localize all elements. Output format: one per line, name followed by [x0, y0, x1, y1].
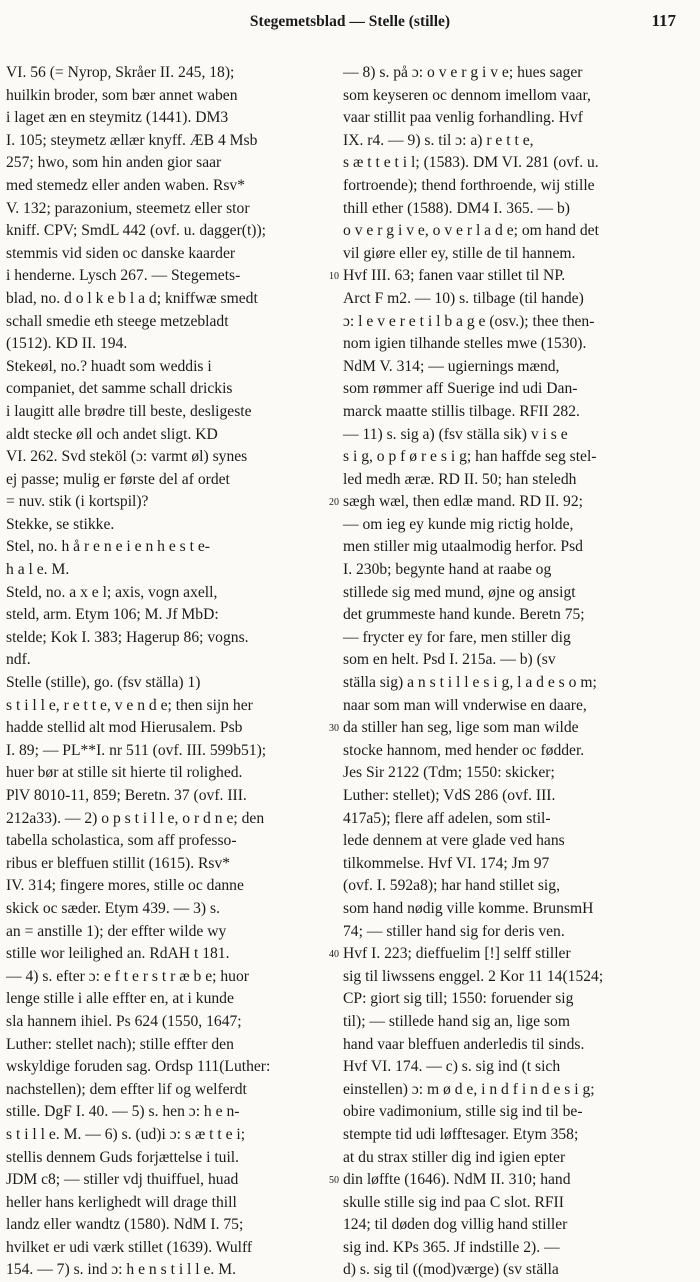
text-line: VI. 262. Svd steköl (ɔ: varmt øl) synes [6, 448, 248, 466]
text-line: men stiller mig utaalmodig herfor. Psd [343, 538, 583, 556]
text-line: 417a5); flere aff adelen, som stil- [343, 809, 551, 827]
text-line: I. 230b; begynte hand at raabe og [343, 561, 552, 579]
text-line: stille. DgF I. 40. — 5) s. hen ɔ: h e n- [6, 1103, 240, 1121]
text-line: V. 132; parazonium, steemetz eller stor [6, 199, 250, 217]
text-line: fortroende); thend forthroende, wij stille [343, 176, 595, 194]
text-line: Stel, no. h å r e n e i e n h e s t e- [6, 538, 210, 556]
text-line: Hvf III. 63; fanen vaar stillet til NP. [343, 267, 566, 285]
text-line: — 8) s. på ɔ: o v e r g i v e; hues sager [343, 64, 583, 81]
text-line: hvilket er udi værk stillet (1639). Wulff [6, 1238, 253, 1256]
text-line: Stelle (stille), go. (fsv ställa) 1) [6, 674, 201, 692]
text-line: stemmis vid siden oc danske kaarder [6, 244, 236, 262]
text-line: aldt stecke øll och andet sligt. KD [6, 425, 218, 443]
text-line: s t i l l e. M. — 6) s. (ud)i ɔ: s æ t t e i; [6, 1125, 246, 1143]
line-number: 20 [329, 497, 339, 509]
text-line: da stiller han seg, lige som man wilde [343, 719, 579, 737]
text-line: tilkommelse. Hvf VI. 174; Jm 97 [343, 854, 550, 872]
text-line: sla hannem ihiel. Ps 624 (1550, 1647; [6, 1012, 242, 1030]
text-line: blad, no. d o l k e b l a d; kniffwæ smedt [6, 289, 258, 307]
text-line: sig til liwssens enggel. 2 Kor 11 14(1524; [343, 967, 604, 985]
text-line: sig ind. KPs 365. Jf indstille 2). — [343, 1238, 560, 1256]
text-line: = nuv. stik (i kortspil)? [6, 493, 149, 511]
text-line: ej passe; mulig er første del af ordet [6, 470, 230, 488]
text-line: ɔ: l e v e r e t i l b a g e (osv.); thee then- [343, 312, 595, 330]
line-number: 10 [329, 271, 339, 283]
text-line: Luther: stellet nach); stille effter den [6, 1035, 234, 1053]
text-line: steld, arm. Etym 106; M. Jf MbD: [6, 606, 219, 624]
text-line: — om ieg ey kunde mig rictig holde, [343, 515, 574, 533]
text-line: 257; hwo, som hin anden gior saar [6, 154, 222, 172]
text-line: marck maatte stillis tilbage. RFII 282. [343, 402, 580, 420]
text-line: ribus er bleffuen stillit (1615). Rsv* [6, 854, 231, 872]
text-line: til); — stillede hand sig an, lige som [343, 1012, 570, 1030]
text-line: Stekke, se stikke. [6, 515, 115, 533]
text-line: 154. — 7) s. ind ɔ: h e n s t i l l e. M. [6, 1261, 236, 1279]
text-line: Hvf I. 223; dieffuelim [!] selff stiller [343, 945, 571, 963]
text-line: som keyseren oc dennom imellom vaar, [343, 86, 591, 104]
text-line: VI. 56 (= Nyrop, Skråer II. 245, 18); [6, 64, 235, 81]
text-line: i laugitt alle brødre till beste, desligeste [6, 402, 252, 420]
text-line: lenge stille i alle effter en, at i kunde [6, 990, 234, 1008]
text-line: som rømmer aff Suerige ind udi Dan- [343, 380, 578, 398]
line-number: 50 [329, 1175, 339, 1187]
text-line: Luther: stellet); VdS 286 (ovf. III. [343, 787, 556, 804]
page-header [0, 10, 700, 36]
text-line: stempte tid udi løfftesager. Etym 358; [343, 1125, 579, 1143]
text-line: stille wor leilighed an. RdAH t 181. [6, 945, 230, 963]
text-line: CP: giort sig till; 1550: foruender sig [343, 990, 574, 1008]
line-number: 30 [329, 723, 339, 735]
text-line: 74; — stiller hand sig for deris ven. [343, 922, 565, 940]
text-line: din løffte (1646). NdM II. 310; hand [343, 1171, 571, 1189]
text-line: det grummeste hand kunde. Beretn 75; [343, 606, 585, 624]
text-line: JDM c8; — stiller vdj thuiffuel, huad [6, 1171, 239, 1189]
text-line: som en helt. Psd I. 215a. — b) (sv [343, 651, 556, 669]
text-line: NdM V. 314; — ugiernings mænd, [343, 357, 560, 375]
text-line: schall smedie eth steege metzebladt [6, 312, 229, 330]
text-line: an = anstille 1); der effter wilde wy [6, 922, 227, 940]
text-line: tabella scholastica, som aff professo- [6, 832, 237, 850]
text-line: einstellen) ɔ: m ø d e, i n d f i n d e s i g; [343, 1080, 595, 1098]
text-line: led medh æræ. RD II. 50; han steledh [343, 470, 577, 488]
text-line: nachstellen); dem effter lif og welferdt [6, 1080, 247, 1098]
text-line: i henderne. Lysch 267. — Stegemets- [6, 267, 241, 285]
running-title: Stegemetsblad — Stelle (stille) [249, 13, 451, 30]
text-line: i laget æn en steymitz (1441). DM3 [6, 109, 229, 127]
text-line: IX. r4. — 9) s. til ɔ: a) r e t t e, [343, 131, 534, 149]
text-line: s i g, o p f ø r e s i g; han haffde seg stel- [343, 448, 597, 466]
text-line: hadde stellid alt mod Hierusalem. Psb [6, 719, 243, 737]
text-line: Stekeøl, no.? huadt som weddis i [6, 357, 212, 375]
text-line: landz eller wandtz (1580). NdM I. 75; [6, 1216, 244, 1234]
text-line: ställa sig) a n s t i l l e s i g, l a d e s o m; [343, 674, 597, 692]
text-line: heller hans kerlighedt will drage thill [6, 1193, 237, 1211]
text-line: sægh wæl, then edlæ mand. RD II. 92; [343, 493, 583, 511]
text-line: stocke hannom, med hender oc fødder. [343, 741, 585, 759]
text-line: thill ether (1588). DM4 I. 365. — b) [343, 199, 570, 217]
text-line: — 11) s. sig a) (fsv ställa sik) v i s e [343, 425, 568, 443]
text-line: companiet, det samme schall drickis [6, 380, 233, 398]
text-line: skick oc sæder. Etym 439. — 3) s. [6, 899, 220, 917]
text-line: h a l e. M. [6, 561, 70, 579]
text-line: o v e r g i v e, o v e r l a d e; om hand det [343, 222, 599, 240]
text-line: naar som man will vnderwise en daare, [343, 696, 587, 714]
text-line: skulle stille sig ind paa C slot. RFII [343, 1193, 564, 1211]
text-line: lede dennem at vere glade ved hans [343, 832, 565, 850]
text-line: Steld, no. a x e l; axis, vogn axell, [6, 583, 218, 601]
text-line: Jes Sir 2122 (Tdm; 1550: skicker; [343, 764, 555, 782]
text-line: I. 89; — PL**I. nr 511 (ovf. III. 599b51); [6, 741, 267, 759]
text-line: vil giøre eller ey, stille de til hannem. [343, 244, 576, 262]
text-line: PlV 8010-11, 859; Beretn. 37 (ovf. III. [6, 787, 247, 804]
text-line: obire vadimonium, stille sig ind til be- [343, 1103, 583, 1121]
text-line: 124; til døden dog villig hand stiller [343, 1216, 568, 1234]
text-line: — 4) s. efter ɔ: e f t e r s t r æ b e; huor [6, 967, 249, 985]
text-line: stellis dennem Guds forjættelse i tuil. [6, 1148, 240, 1166]
text-line: wskyldige foruden sag. Ordsp 111(Luther: [6, 1058, 271, 1076]
text-line: huilkin broder, som bær annet waben [6, 86, 238, 104]
text-line: I. 105; steymetz ællær knyff. ÆB 4 Msb [6, 131, 258, 149]
text-line: Arct F m2. — 10) s. tilbage (til hande) [343, 289, 584, 307]
text-line: nom igien tilhande stelles mwe (1530). [343, 335, 587, 353]
page-number: 117 [651, 11, 676, 30]
text-line: stillede sig med mund, øjne og ansigt [343, 583, 576, 601]
text-line: Hvf VI. 174. — c) s. sig ind (t sich [343, 1058, 561, 1076]
right-column [343, 62, 690, 1279]
text-line: IV. 314; fingere mores, stille oc danne [6, 877, 244, 895]
line-number: 40 [329, 949, 339, 961]
text-line: hand vaar bleffuen anderledis til sinds. [343, 1035, 585, 1053]
text-line: at du strax stiller dig ind igien epter [343, 1148, 566, 1166]
text-line: 212a33). — 2) o p s t i l l e, o r d n e; den [6, 809, 265, 827]
text-line: huer bør at stille sit hierte til rolighed. [6, 764, 243, 782]
text-line: d) s. sig til ((mod)værge) (sv ställa [343, 1261, 559, 1279]
text-line: — frycter ey for fare, men stiller dig [343, 628, 571, 646]
text-line: (ovf. I. 592a8); har hand stillet sig, [343, 877, 560, 895]
text-line: som hand nødig ville komme. BrunsmH [343, 899, 594, 917]
text-line: vaar stillit paa venlig forhandling. Hvf [343, 109, 583, 127]
text-line: med stemedz eller anden waben. Rsv* [6, 176, 246, 194]
text-line: ndf. [6, 651, 31, 669]
text-line: s t i l l e, r e t t e, v e n d e; then sijn her [6, 696, 253, 714]
text-line: kniff. CPV; SmdL 442 (ovf. u. dagger(t)); [6, 222, 267, 240]
text-line: (1512). KD II. 194. [6, 335, 128, 353]
left-column [6, 62, 324, 1279]
text-line: stelde; Kok I. 383; Hagerup 86; vogns. [6, 628, 249, 646]
text-line: s æ t t e t i l; (1583). DM VI. 281 (ovf. u. [343, 154, 599, 172]
